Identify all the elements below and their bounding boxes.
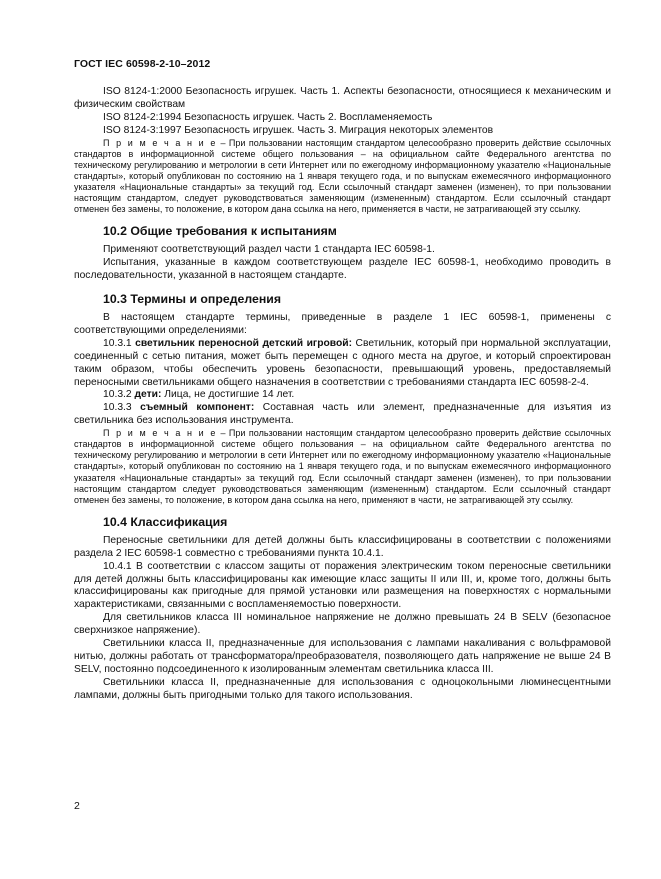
note-2-label: П р и м е ч а н и е bbox=[103, 428, 217, 439]
page-number: 2 bbox=[74, 800, 80, 812]
section-10-4-paragraph-3: Для светильников класса III номинальное напряжение не должно превышать 24 В SELV (безопасное сверхнизкое напряжение). bbox=[74, 612, 611, 637]
section-10-2-paragraph-2: Испытания, указанные в каждом соответствующем разделе IEC 60598-1, необходимо проводить в последовательности, указанной в настоящем стандарте. bbox=[74, 257, 611, 282]
section-10-4-paragraph-4: Светильники класса II, предназначенные для использования с лампами накаливания с вольфрамовой нитью, должны работать от трансформатора/преобразователя, позволяющего дать напряжение не выше 24 В SELV, постоянно подсоединенного к изолированным элементам светильника класса III. bbox=[74, 638, 611, 675]
note-2-text: – При пользовании настоящим стандартом целесообразно проверить действие ссылочных стандартов в информационной системе общего пользования – на официальном сайте Федерального агентства по техническому регулированию и метрологии в сети Интернет или по ежегодному информационному указателю «Национальные стандарты», который опубликован по состоянию на 1 января текущего года, и по выпускам ежемесячного информационного указателя «Национальные стандарты» за текущий год. Если ссылочный стандарт заменен (изменен), то при пользовании настоящим стандартом следует руководствоваться заменяющим (измененным) стандартом. Если ссылочный стандарт отменен без замены, то положение, в котором дана ссылка на него, применяют в части, не затрагивающей эту ссылку. bbox=[74, 428, 611, 505]
note-1-text: – При пользовании настоящим стандартом целесообразно проверить действие ссылочных стандартов в информационной системе общего пользования – на официальном сайте Федерального агентства по техническому регулированию и метрологии в сети Интернет или по ежегодному информационному указателю «Национальные стандарты», который опубликован по состоянию на 1 января текущего года, и по выпускам ежемесячного информационного указателя «Национальные стандарты» за текущий год. Если ссылочный стандарт заменен (изменен), то при пользовании настоящим стандартом, следует руководствоваться заменяющим (измененным) стандартом. Если ссылочный стандарт отменен без замены, то положение, в котором дана ссылка на него, применяется в части, не затрагивающей эту ссылку. bbox=[74, 137, 611, 215]
section-10-4-paragraph-5: Светильники класса II, предназначенные для использования с одноцокольными люминесцентными лампами, должны быть пригодными только для такого использования. bbox=[74, 676, 611, 701]
reference-iso-8124-2: ISO 8124-2:1994 Безопасность игрушек. Часть 2. Воспламеняемость bbox=[103, 111, 433, 123]
section-10-4-paragraph-2: 10.4.1 В соответствии с классом защиты от поражения электрическим током переносные светильники для детей должны быть классифицированы как имеющие класс защиты II или III, и, кроме того, должны быть классифицированы как пригодные для прямой установки или размещения на поверхностях с нормальными характеристиками, связанными с воспламеняемостью поверхности. bbox=[74, 560, 611, 611]
page-header: ГОСТ IEC 60598-2-10–2012 bbox=[74, 58, 211, 70]
section-10-3-title: 10.3 Термины и определения bbox=[103, 292, 281, 306]
definition-term: съемный компонент: bbox=[140, 402, 255, 414]
definition-number: 10.3.2 bbox=[103, 389, 135, 401]
page-content bbox=[74, 86, 611, 703]
section-10-2-title: 10.2 Общие требования к испытаниям bbox=[103, 224, 337, 239]
definition-term: дети: bbox=[134, 389, 162, 401]
reference-iso-8124-3: ISO 8124-3:1997 Безопасность игрушек. Часть 3. Миграция некоторых элементов bbox=[103, 124, 494, 136]
definition-10-3-2 bbox=[74, 389, 611, 402]
definition-text: Светильник, который при нормальной эксплуатации, соединенный с сетью питания, может быть перемещен с одного места на другое, и который спроектирован таким образом, чтобы обеспечить уровень безопасности, превышающий уровень, предоставляемый переносными светильниками общего назначения в соответствии с требованиями стандарта IEC 60598-2-4. bbox=[74, 337, 611, 388]
note-1-label: П р и м е ч а н и е bbox=[103, 137, 217, 148]
section-10-2-paragraph-1: Применяют соответствующий раздел части 1 стандарта IEC 60598-1. bbox=[103, 244, 435, 256]
definition-10-3-3 bbox=[74, 402, 611, 428]
reference-iso-8124-1: ISO 8124-1:2000 Безопасность игрушек. Часть 1. Аспекты безопасности, относящиеся к механическим и физическим свойствам bbox=[74, 86, 611, 110]
section-10-3-intro: В настоящем стандарте термины, приведенные в разделе 1 IEC 60598-1, применены с соответствующими определениями: bbox=[74, 312, 611, 336]
note-2 bbox=[74, 428, 611, 506]
definition-term: светильник переносной детский игровой: bbox=[135, 337, 353, 349]
definition-text: Составная часть или элемент, предназначенные для изъятия из светильника без использования инструмента. bbox=[74, 402, 611, 427]
definition-number: 10.3.1 bbox=[103, 337, 136, 349]
section-10-4-title: 10.4 Классификация bbox=[103, 514, 228, 529]
note-1 bbox=[74, 138, 611, 216]
definition-number: 10.3.3 bbox=[103, 402, 141, 414]
section-10-4-paragraph-1: Переносные светильники для детей должны быть классифицированы в соответствии с положениями раздела 2 IEC 60598-1 совместно с требованиями пункта 10.4.1. bbox=[74, 534, 611, 559]
definition-10-3-1 bbox=[74, 338, 611, 390]
definition-text: Лица, не достигшие 14 лет. bbox=[161, 389, 295, 401]
